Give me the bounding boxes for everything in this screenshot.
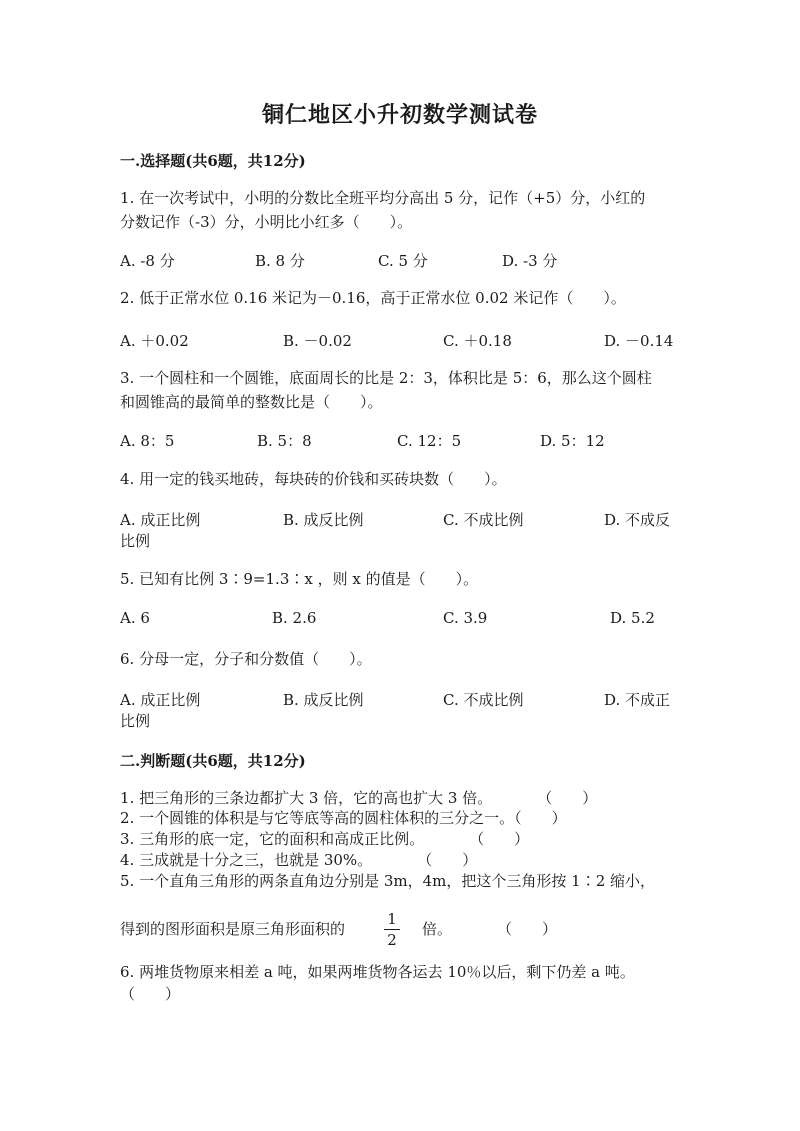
judgment-item-4: 4. 三成就是十分之三，也就是 30%。 （ ） xyxy=(120,851,478,869)
question-4-option-d-wrap: 比例 xyxy=(120,532,151,550)
fraction-denominator: 2 xyxy=(387,931,397,949)
question-4-option-b: B. 成反比例 xyxy=(283,511,364,529)
section-heading-choice: 一.选择题(共6题，共12分) xyxy=(120,152,306,170)
question-2-option-a: A. ＋0.02 xyxy=(120,332,189,350)
question-6-option-d: D. 不成正 xyxy=(604,691,671,709)
question-6-option-c: C. 不成比例 xyxy=(443,691,524,709)
question-5-option-d: D. 5.2 xyxy=(610,609,655,627)
fraction-one-half xyxy=(382,910,402,949)
question-3-option-d: D. 5：12 xyxy=(540,432,605,450)
question-2-option-c: C. ＋0.18 xyxy=(443,332,512,350)
question-2-option-d: D. －0.14 xyxy=(604,332,674,350)
question-2-option-b: B. －0.02 xyxy=(283,332,352,350)
question-2-line-1: 2. 低于正常水位 0.16 米记为－0.16，高于正常水位 0.02 米记作（ ）。 xyxy=(120,289,626,307)
question-3-line-2: 和圆锥高的最简单的整数比是（ ）。 xyxy=(120,393,383,411)
question-5-option-b: B. 2.6 xyxy=(272,609,317,627)
question-5-option-a: A. 6 xyxy=(120,609,150,627)
question-3-option-c: C. 12：5 xyxy=(397,432,462,450)
question-1-line-1: 1. 在一次考试中，小明的分数比全班平均分高出 5 分，记作（+5）分，小红的 xyxy=(120,189,646,207)
question-1-option-c: C. 5 分 xyxy=(378,252,428,270)
judgment-item-2: 2. 一个圆锥的体积是与它等底等高的圆柱体积的三分之一。（ ） xyxy=(120,809,567,827)
question-6-option-d-wrap: 比例 xyxy=(120,712,151,730)
section-heading-judgment: 二.判断题(共6题，共12分) xyxy=(120,752,306,770)
judgment-item-5-line-1: 5. 一个直角三角形的两条直角边分别是 3m，4m，把这个三角形按 1∶2 缩小， xyxy=(120,872,656,890)
question-1-option-a: A. -8 分 xyxy=(120,252,175,270)
question-3-option-b: B. 5：8 xyxy=(257,432,312,450)
question-4-option-c: C. 不成比例 xyxy=(443,511,524,529)
fraction-bar xyxy=(384,929,400,930)
question-1-line-2: 分数记作（-3）分，小明比小红多（ ）。 xyxy=(120,213,413,231)
question-3-option-a: A. 8：5 xyxy=(120,432,175,450)
question-4-line-1: 4. 用一定的钱买地砖，每块砖的价钱和买砖块数（ ）。 xyxy=(120,470,507,488)
judgment-item-3: 3. 三角形的底一定，它的面积和高成正比例。 （ ） xyxy=(120,830,530,848)
question-1-option-d: D. -3 分 xyxy=(502,252,558,270)
question-6-option-b: B. 成反比例 xyxy=(283,691,364,709)
fraction-numerator: 1 xyxy=(387,910,397,928)
question-6-line-1: 6. 分母一定，分子和分数值（ ）。 xyxy=(120,650,372,668)
judgment-item-5-line-2: 得到的图形面积是原三角形面积的 xyxy=(120,920,346,938)
judgment-item-1: 1. 把三角形的三条边都扩大 3 倍，它的高也扩大 3 倍。 （ ） xyxy=(120,789,598,807)
question-4-option-a: A. 成正比例 xyxy=(120,511,201,529)
question-3-line-1: 3. 一个圆柱和一个圆锥，底面周长的比是 2：3，体积比是 5：6，那么这个圆柱 xyxy=(120,369,652,387)
judgment-item-5-line-2-tail: 倍。 （ ） xyxy=(422,920,558,938)
question-4-option-d: D. 不成反 xyxy=(604,511,671,529)
question-6-option-a: A. 成正比例 xyxy=(120,691,201,709)
judgment-item-6-line-2: （ ） xyxy=(120,985,181,1003)
question-1-option-b: B. 8 分 xyxy=(255,252,305,270)
question-5-option-c: C. 3.9 xyxy=(443,609,488,627)
judgment-item-6-line-1: 6. 两堆货物原来相差 a 吨，如果两堆货物各运去 10％以后，剩下仍差 a 吨。 xyxy=(120,963,635,981)
question-5-line-1: 5. 已知有比例 3∶9=1.3∶x ，则 x 的值是（ ）。 xyxy=(120,570,479,588)
page-title: 铜仁地区小升初数学测试卷 xyxy=(261,102,538,128)
